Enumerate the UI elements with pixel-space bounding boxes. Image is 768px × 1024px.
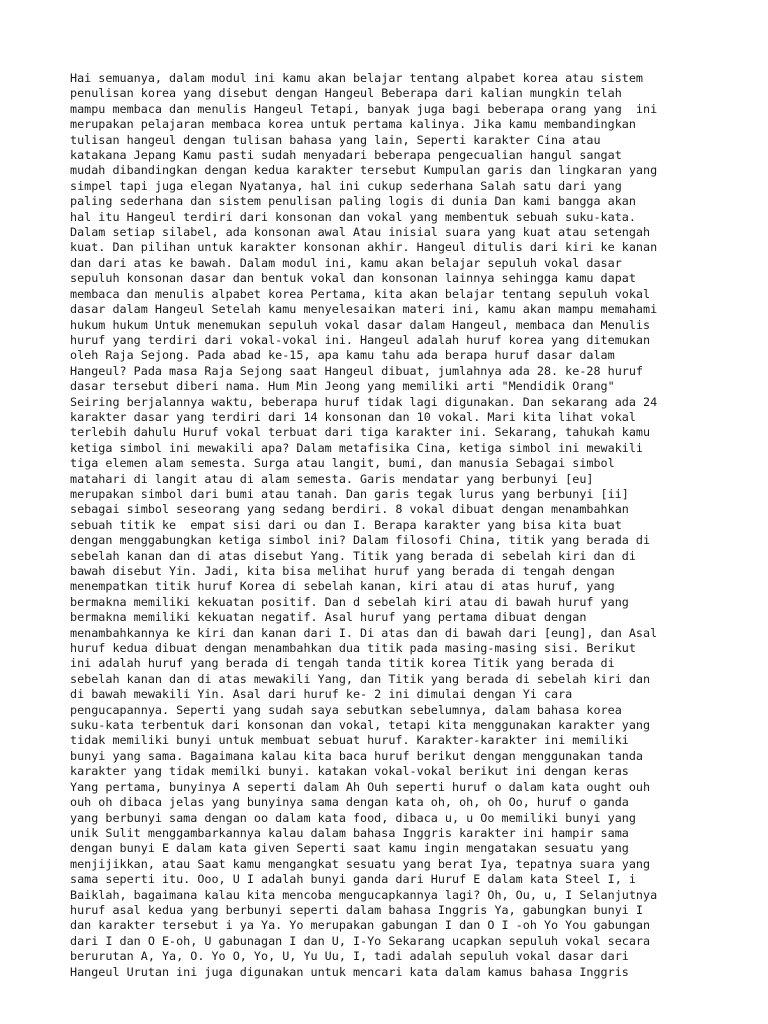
text-line: hukum hukum Untuk menemukan sepuluh vokal dasar dalam Hangeul, membaca dan Menulis	[70, 317, 651, 332]
text-line: bermakna memiliki kekuatan positif. Dan d sebelah kiri atau di bawah huruf yang	[70, 594, 629, 609]
text-line: dengan menggabungkan ketiga simbol ini? Dalam filosofi China, titik yang berada di	[70, 533, 651, 548]
text-line: merupakan simbol dari bumi atau tanah. Dan garis tegak lurus yang berbunyi [ii]	[70, 486, 629, 501]
text-line: Seiring berjalannya waktu, beberapa huruf tidak lagi digunakan. Dan sekarang ada 24	[70, 394, 658, 409]
text-line: ketiga simbol ini mewakili apa? Dalam metafisika Cina, ketiga simbol ini mewakili	[70, 440, 644, 455]
text-line: Baiklah, bagaimana kalau kita mencoba mengucapkannya lagi? Oh, Ou, u, I Selanjutnya	[70, 887, 658, 902]
text-line: di bawah mewakili Yin. Asal dari huruf ke- 2 ini dimulai dengan Yi cara	[70, 687, 573, 702]
text-line: sebagai simbol seseorang yang sedang berdiri. 8 vokal dibuat dengan menambahkan	[70, 502, 629, 517]
text-line: dan karakter tersebut i ya Ya. Yo merupakan gabungan I dan O I -oh Yo You gabungan	[70, 918, 651, 933]
text-line: terlebih dahulu Huruf vokal terbuat dari tiga karakter ini. Sekarang, tahukah kamu	[70, 425, 651, 440]
text-line: tidak memiliki bunyi untuk membuat sebuat huruf. Karakter-karakter ini memiliki	[70, 733, 629, 748]
text-line: sepuluh konsonan dasar dan bentuk vokal dan konsonan lainnya sehingga kamu dapat	[70, 271, 636, 286]
text-line: suku-kata terbentuk dari konsonan dan vokal, tetapi kita menggunakan karakter yang	[70, 718, 651, 733]
text-line: membaca dan menulis alpabet korea Pertama, kita akan belajar tentang sepuluh vokal	[70, 286, 651, 301]
text-line: oleh Raja Sejong. Pada abad ke-15, apa kamu tahu ada berapa huruf dasar dalam	[70, 348, 615, 363]
text-line: Hai semuanya, dalam modul ini kamu akan belajar tentang alpabet korea atau sistem	[70, 71, 644, 85]
text-line: penulisan korea yang disebut dengan Hangeul Beberapa dari kalian mungkin telah	[70, 86, 622, 101]
text-line: merupakan pelajaran membaca korea untuk pertama kalinya. Jika kamu membandingkan	[70, 117, 636, 132]
text-line: paling sederhana dan sistem penulisan paling logis di dunia Dan kami bangga akan	[70, 194, 636, 209]
text-line: menambahkannya ke kiri dan kanan dari I. Di atas dan di bawah dari [eung], dan Asal	[70, 625, 658, 640]
text-line: Hangeul? Pada masa Raja Sejong saat Hangeul dibuat, jumlahnya ada 28. ke-28 huruf	[70, 363, 644, 378]
text-line: ini adalah huruf yang berada di tengah tanda titik korea Titik yang berada di	[70, 656, 615, 671]
text-line: Dalam setiap silabel, ada konsonan awal Atau inisial suara yang kuat atau setengah	[70, 225, 651, 240]
text-line: berurutan A, Ya, O. Yo O, Yo, U, Yu Uu, I, tadi adalah sepuluh vokal dasar dari	[70, 949, 629, 964]
text-line: dan dari atas ke bawah. Dalam modul ini, kamu akan belajar sepuluh vokal dasar	[70, 255, 622, 270]
text-line: sebuah titik ke empat sisi dari ou dan I. Berapa karakter yang bisa kita buat	[70, 517, 622, 532]
text-line: karakter dasar yang terdiri dari 14 konsonan dan 10 vokal. Mari kita lihat vokal	[70, 409, 636, 424]
text-line: mampu membaca dan menulis Hangeul Tetapi, banyak juga bagi beberapa orang yang ini	[70, 101, 658, 116]
text-line: huruf yang terdiri dari vokal-vokal ini. Hangeul adalah huruf korea yang ditemukan	[70, 332, 651, 347]
text-line: dengan bunyi E dalam kata given Seperti saat kamu ingin mengatakan sesuatu yang	[70, 841, 629, 856]
text-line: unik Sulit menggambarkannya kalau dalam bahasa Inggris karakter ini hampir sama	[70, 825, 629, 840]
text-line: pengucapannya. Seperti yang sudah saya sebutkan sebelumnya, dalam bahasa korea	[70, 702, 622, 717]
text-line: katakana Jepang Kamu pasti sudah menyadari beberapa pengecualian hangul sangat	[70, 148, 622, 163]
text-line: huruf kedua dibuat dengan menambahkan dua titik pada masing-masing sisi. Berikut	[70, 641, 636, 656]
text-line: sebelah kanan dan di atas disebut Yang. Titik yang berada di sebelah kiri dan di	[70, 548, 636, 563]
text-line: yang berbunyi sama dengan oo dalam kata food, dibaca u, u Oo memiliki bunyi yang	[70, 810, 636, 825]
text-line: tulisan hangeul dengan tulisan bahasa yang lain, Seperti karakter Cina atau	[70, 132, 601, 147]
text-line: huruf asal kedua yang berbunyi seperti dalam bahasa Inggris Ya, gabungkan bunyi I	[70, 902, 644, 917]
text-line: mudah dibandingkan dengan kedua karakter tersebut Kumpulan garis dan lingkaran yang	[70, 163, 658, 178]
text-line: matahari di langit atau di alam semesta. Garis mendatar yang berbunyi [eu]	[70, 471, 594, 486]
text-line: kuat. Dan pilihan untuk karakter konsonan akhir. Hangeul ditulis dari kiri ke kanan	[70, 240, 658, 255]
body-text	[70, 71, 760, 980]
text-line: sebelah kanan dan di atas mewakili Yang, dan Titik yang berada di sebelah kiri dan	[70, 671, 651, 686]
text-line: ouh oh dibaca jelas yang bunyinya sama dengan kata oh, oh, oh Oo, huruf o ganda	[70, 795, 629, 810]
text-line: menempatkan titik huruf Korea di sebelah kanan, kiri atau di atas huruf, yang	[70, 579, 615, 594]
text-line: dasar tersebut diberi nama. Hum Min Jeong yang memiliki arti "Mendidik Orang"	[70, 379, 615, 394]
text-line: hal itu Hangeul terdiri dari konsonan dan vokal yang membentuk sebuah suku-kata.	[70, 209, 636, 224]
text-line: Hangeul Urutan ini juga digunakan untuk mencari kata dalam kamus bahasa Inggris	[70, 964, 629, 979]
text-line: tiga elemen alam semesta. Surga atau langit, bumi, dan manusia Sebagai simbol	[70, 456, 615, 471]
text-line: dari I dan O E-oh, U gabunagan I dan U, I-Yo Sekarang ucapkan sepuluh vokal secara	[70, 933, 651, 948]
text-line: dasar dalam Hangeul Setelah kamu menyelesaikan materi ini, kamu akan mampu memahami	[70, 302, 658, 317]
text-line: menjijikkan, atau Saat kamu mengangkat sesuatu yang berat Iya, tepatnya suara yang	[70, 856, 651, 871]
text-line: sama seperti itu. Ooo, U I adalah bunyi ganda dari Huruf E dalam kata Steel I, i	[70, 872, 636, 887]
text-line: Yang pertama, bunyinya A seperti dalam Ah Ouh seperti huruf o dalam kata ought ouh	[70, 779, 651, 794]
text-line: bawah disebut Yin. Jadi, kita bisa melihat huruf yang berada di tengah dengan	[70, 564, 615, 578]
text-line: simpel tapi juga elegan Nyatanya, hal ini cukup sederhana Salah satu dari yang	[70, 178, 622, 193]
text-line: bermakna memiliki kekuatan negatif. Asal huruf yang pertama dibuat dengan	[70, 610, 587, 625]
text-line: bunyi yang sama. Bagaimana kalau kita baca huruf berikut dengan menggunakan tanda	[70, 748, 644, 763]
text-line: karakter yang tidak memilki bunyi. katakan vokal-vokal berikut ini dengan keras	[70, 764, 629, 779]
